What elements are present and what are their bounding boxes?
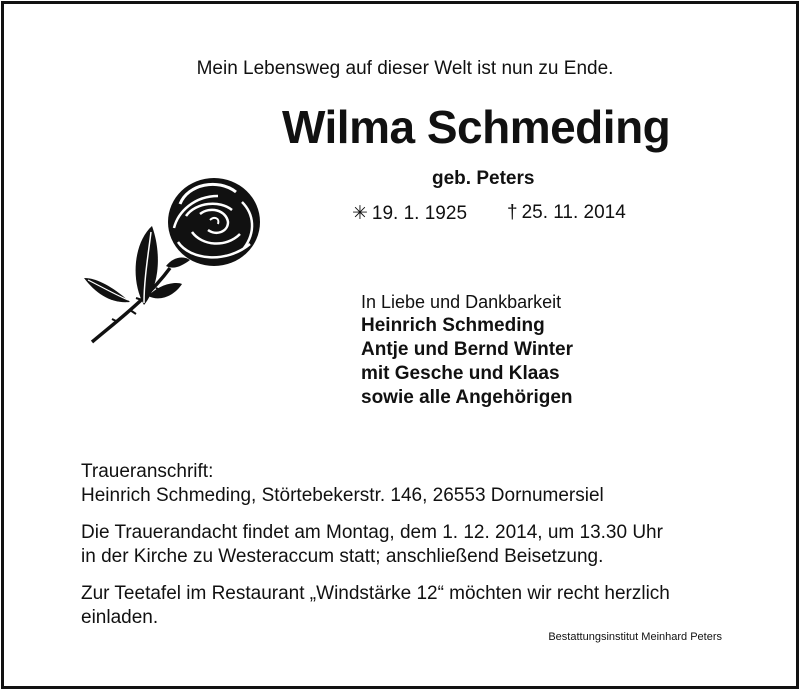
mourners-block	[361, 290, 573, 410]
mourner-name: mit Gesche und Klaas	[361, 363, 560, 384]
maiden-name: geb. Peters	[432, 168, 535, 189]
birth-date: 19. 1. 1925	[371, 203, 468, 224]
service-line: Die Trauerandacht findet am Montag, dem 1. 12. 2014, um 13.30 Uhr	[81, 522, 663, 543]
mourner-name: Heinrich Schmeding	[361, 315, 545, 336]
address-label: Traueranschrift:	[81, 461, 214, 482]
mourner-name: sowie alle Angehörigen	[361, 387, 573, 408]
undertaker-credit: Bestattungsinstitut Meinhard Peters	[548, 631, 722, 643]
service-line: in der Kirche zu Westeraccum statt; anschließend Beisetzung.	[81, 546, 604, 567]
motto-line	[0, 58, 800, 80]
address-block	[81, 460, 604, 508]
service-block	[81, 521, 663, 569]
life-dates	[352, 202, 626, 225]
deceased-name: Wilma Schmeding	[282, 101, 671, 153]
motto-text: Mein Lebensweg auf dieser Welt ist nun zu Ende.	[196, 58, 614, 79]
reception-line: einladen.	[81, 607, 159, 628]
reception-block	[81, 582, 670, 630]
rose-icon	[78, 170, 273, 350]
address-line: Heinrich Schmeding, Störtebekerstr. 146, 26553 Dornumersiel	[81, 485, 604, 506]
mourners-label: In Liebe und Dankbarkeit	[361, 292, 562, 312]
birth-star-icon: ✳	[352, 203, 368, 224]
death-cross-icon: †	[507, 202, 518, 223]
death-date: 25. 11. 2014	[521, 202, 626, 223]
reception-line: Zur Teetafel im Restaurant „Windstärke 12“ möchten wir recht herzlich	[81, 583, 670, 604]
mourner-name: Antje und Bernd Winter	[361, 339, 573, 360]
